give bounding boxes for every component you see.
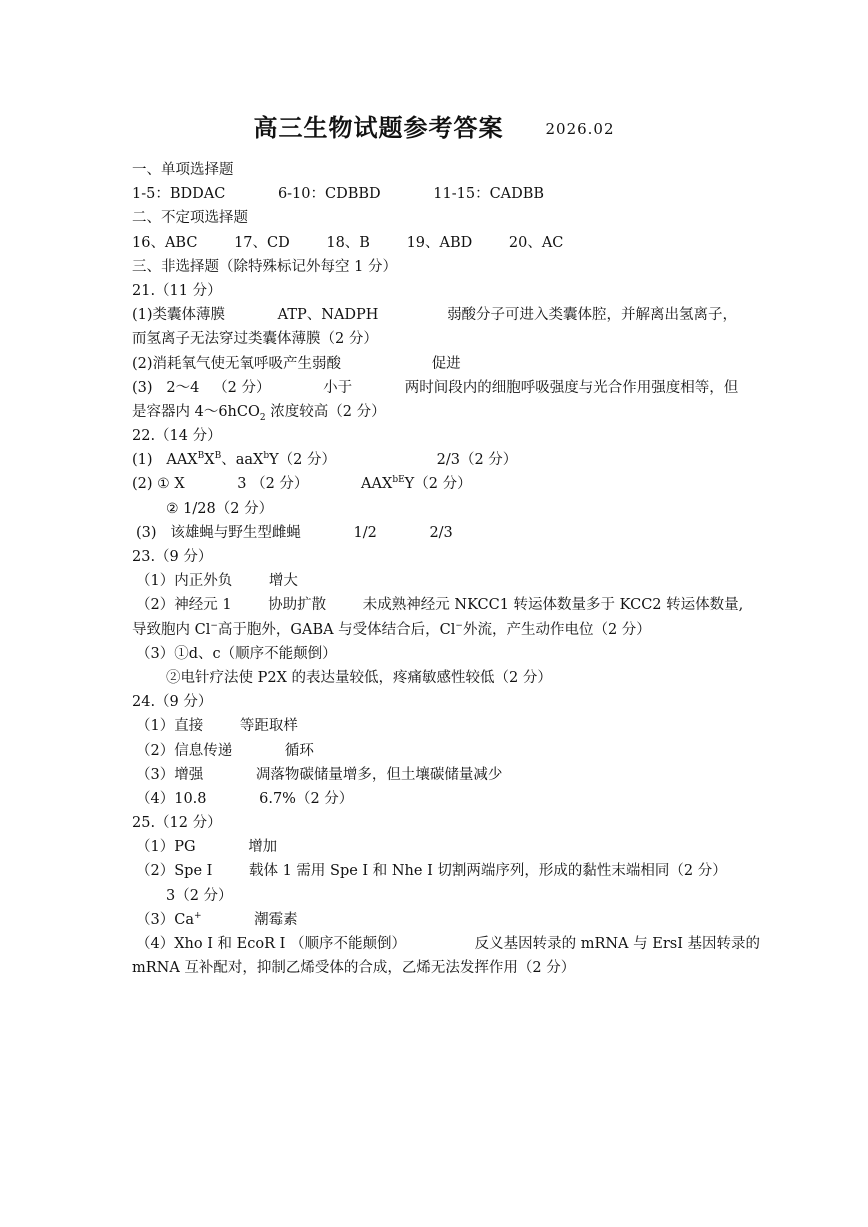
q21-part2 xyxy=(132,352,742,376)
title-text: 高三生物试题参考答案 xyxy=(253,113,504,142)
q23-part1 xyxy=(132,569,742,593)
q22-part2 xyxy=(132,472,742,496)
q25-part4-cont: mRNA 互补配对，抑制乙烯受体的合成，乙烯无法发挥作用（2 分） xyxy=(132,960,576,977)
q22-p1-end: Y（2 分） xyxy=(269,452,337,469)
q24-p4-a: （4）10.8 xyxy=(136,790,207,807)
q22-p2-c-sup: bE xyxy=(392,475,405,486)
q24-p2-b: 循环 xyxy=(284,742,314,759)
answers-1-5: 1-5：BDDAC xyxy=(132,186,226,203)
q22-part2-b xyxy=(132,497,742,521)
q21-p1-b: ATP、NADPH xyxy=(277,307,379,324)
q23-p2-a: （2）神经元 1 xyxy=(136,597,232,614)
q25-p4-a: （4）Xho I 和 EcoR I （顺序不能颠倒） xyxy=(136,936,406,952)
q21-part3 xyxy=(132,376,742,400)
answers-6-10: 6-10：CDBBD xyxy=(277,186,381,203)
q25-part2 xyxy=(132,859,742,883)
q24-p1-a: （1）直接 xyxy=(136,718,204,735)
q22-p1-sup2: B xyxy=(214,451,222,462)
q22-p1-pre: (1) AAX xyxy=(132,452,198,469)
q23-p2-b: 协助扩散 xyxy=(268,597,327,614)
answer-content xyxy=(132,158,761,980)
q25-part4 xyxy=(132,932,761,956)
q22-p3-b: 1/2 xyxy=(353,524,377,541)
answer-20: 20、AC xyxy=(508,234,564,251)
q22-circle-1: ① xyxy=(157,476,170,493)
q23-part2-cont xyxy=(132,618,742,642)
answer-16: 16、ABC xyxy=(132,234,198,251)
q25-part3 xyxy=(132,908,742,932)
q21-part3-cont xyxy=(132,400,742,424)
q24-part1 xyxy=(132,714,742,738)
q22-p1-x: X xyxy=(204,452,215,469)
q25-p1-b: 增加 xyxy=(248,839,278,856)
section-1-heading: 一、单项选择题 xyxy=(132,162,234,178)
q21-part1 xyxy=(132,303,742,327)
q22-circle-2: ② xyxy=(166,500,179,517)
q24-p1-b: 等距取样 xyxy=(239,718,298,735)
q23-p2-d3: 外流，产生动作电位（2 分） xyxy=(462,621,651,638)
q21-p1-c: 弱酸分子可进入类囊体腔，并解离出氢离子， xyxy=(447,307,738,324)
q22-p2-d: 1/28（2 分） xyxy=(178,500,274,517)
q22-p1-b: 2/3（2 分） xyxy=(436,452,518,469)
q23-p2-d2: 高于胞外，GABA 与受体结合后，Cl xyxy=(217,621,456,638)
q22-p2-c-pre: AAX xyxy=(361,476,393,493)
answer-19: 19、ABD xyxy=(406,234,473,251)
q25-heading: 25.（12 分） xyxy=(132,815,222,832)
q22-p1-sup1: B xyxy=(197,451,205,462)
q21-p2-a: (2)消耗氧气使无氧呼吸产生弱酸 xyxy=(132,355,342,372)
q22-p2-b: 3 （2 分） xyxy=(237,476,309,493)
q21-p3-sub: 2 xyxy=(259,412,266,423)
q24-p4-b: 6.7%（2 分） xyxy=(259,790,354,807)
q23-part3: （3）①d、c（顺序不能颠倒） xyxy=(136,645,337,662)
q22-p2-pre: (2) xyxy=(132,476,158,493)
q24-part4 xyxy=(132,787,742,811)
answer-17: 17、CD xyxy=(234,234,290,251)
q25-p2-b: 载体 1 需用 Spe I 和 Nhe I 切割两端序列，形成的黏性末端相同（2 分） xyxy=(248,863,727,880)
q22-part3 xyxy=(132,521,742,545)
q24-p3-a: （3）增强 xyxy=(136,766,204,783)
section-1-answers xyxy=(132,182,742,206)
section-2-heading: 二、不定项选择题 xyxy=(132,210,248,227)
q23-part2 xyxy=(132,593,742,617)
q24-heading: 24.（9 分） xyxy=(132,694,213,711)
q21-p3-b: 小于 xyxy=(323,379,353,396)
q23-p2-sup1: − xyxy=(210,620,218,631)
q22-p1-sup3: b xyxy=(263,451,270,462)
q24-p3-b: 凋落物碳储量增多，但土壤碳储量减少 xyxy=(255,766,503,783)
date-text: 2026.02 xyxy=(545,120,615,138)
q21-heading: 21.（11 分） xyxy=(132,282,222,299)
q22-p3-a: (3) 该雄蝇与野生型雌蝇 xyxy=(136,524,301,541)
q25-p3-b: 潮霉素 xyxy=(254,911,298,928)
q22-heading: 22.（14 分） xyxy=(132,428,222,445)
q22-p2-a: X xyxy=(169,476,185,493)
q23-p2-c: 未成熟神经元 NKCC1 转运体数量多于 KCC2 转运体数量, xyxy=(362,597,744,614)
answer-18: 18、B xyxy=(326,234,370,251)
q25-p4-b: 反义基因转录的 mRNA 与 ErsI 基因转录的 xyxy=(474,936,761,952)
q22-p1-mid: 、aaX xyxy=(221,452,264,469)
section-2-answers xyxy=(132,231,742,255)
q23-p2-sup2: − xyxy=(455,620,463,631)
q25-p3-sup: + xyxy=(193,910,202,921)
answers-11-15: 11-15：CADBB xyxy=(433,186,545,203)
q21-p3-d1: 是容器内 4～6hCO xyxy=(132,403,260,420)
q23-part3-b: ②电针疗法使 P2X 的表达量较低，疼痛敏感性较低（2 分） xyxy=(166,669,552,686)
q23-heading: 23.（9 分） xyxy=(132,549,213,565)
q21-p3-d2: 浓度较高（2 分） xyxy=(265,403,386,420)
q22-part1 xyxy=(132,448,742,472)
q25-part1 xyxy=(132,835,742,859)
q23-p1-a: （1）内正外负 xyxy=(136,573,233,590)
q23-p2-d1: 导致胞内 Cl xyxy=(132,621,211,638)
q21-p3-a: (3) 2～4 （2 分） xyxy=(132,379,271,396)
q25-p2-a: （2）Spe I xyxy=(136,863,213,880)
q21-p2-b: 促进 xyxy=(431,355,461,372)
q21-p1-a: (1)类囊体薄膜 xyxy=(132,307,226,324)
q24-p2-a: （2）信息传递 xyxy=(136,742,233,759)
q21-part1-cont: 而氢离子无法穿过类囊体薄膜（2 分） xyxy=(132,331,378,348)
section-3-heading: 三、非选择题（除特殊标记外每空 1 分） xyxy=(132,258,397,275)
q25-part2-cont: 3（2 分） xyxy=(166,887,233,904)
q22-p3-c: 2/3 xyxy=(429,524,453,541)
q25-p1-a: （1）PG xyxy=(136,839,196,856)
q21-p3-c: 两时间段内的细胞呼吸强度与光合作用强度相等，但 xyxy=(404,379,739,396)
q24-part2 xyxy=(132,739,742,763)
q25-p3-a: （3）Ca xyxy=(136,911,194,928)
q22-p2-c-end: Y（2 分） xyxy=(404,476,472,493)
page-title xyxy=(0,108,868,143)
q24-part3 xyxy=(132,763,742,787)
q23-p1-b: 增大 xyxy=(268,573,298,590)
